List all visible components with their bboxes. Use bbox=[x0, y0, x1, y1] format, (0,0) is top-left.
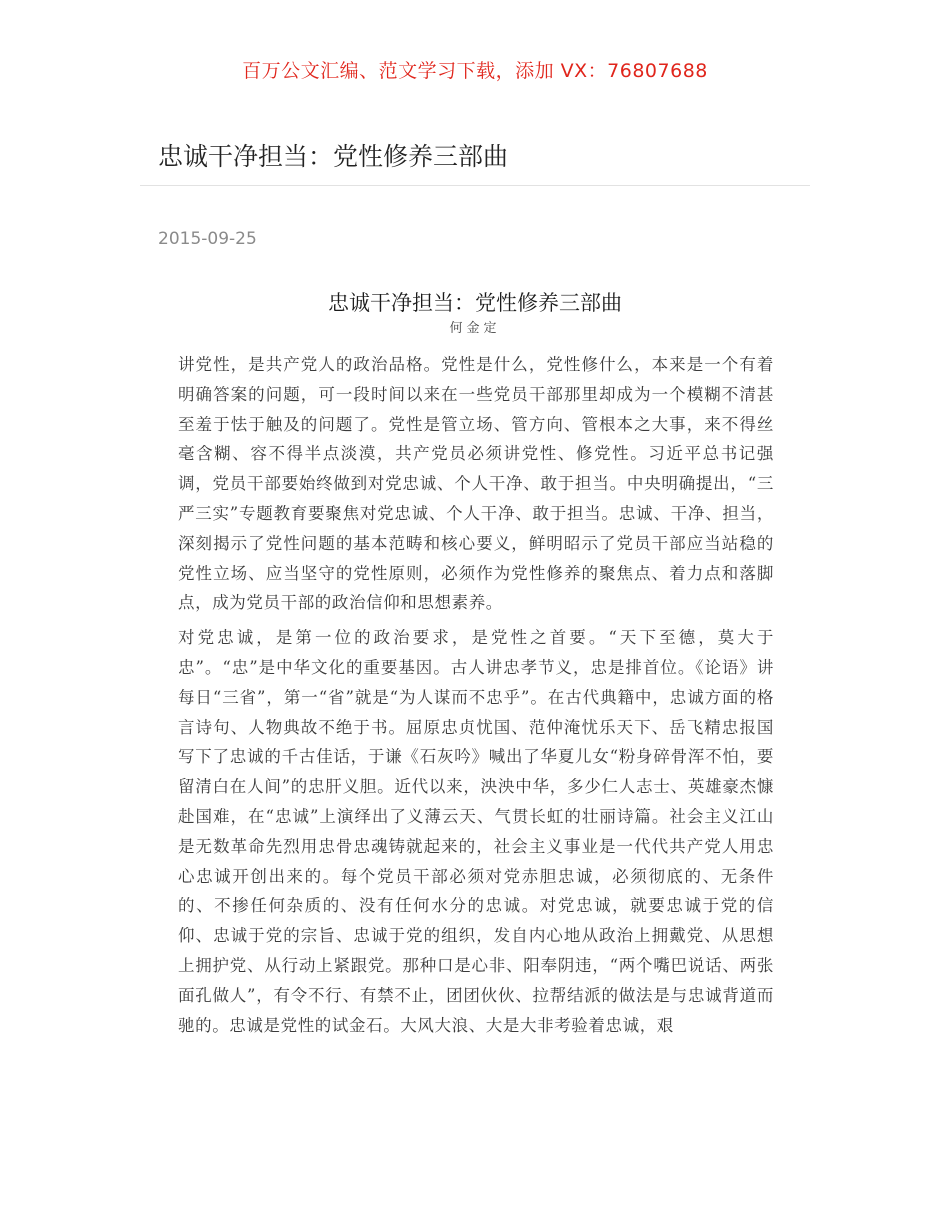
promo-banner: 百万公文汇编、范文学习下载，添加 VX：76807688 bbox=[242, 60, 708, 82]
article-title: 忠诚干净担当：党性修养三部曲 bbox=[328, 291, 622, 315]
title-divider bbox=[140, 185, 810, 186]
publish-date: 2015-09-25 bbox=[158, 229, 257, 249]
article-body bbox=[178, 350, 774, 1045]
article-author: 何金定 bbox=[449, 321, 501, 336]
paragraph-intro: 讲党性，是共产党人的政治品格。党性是什么，党性修什么，本来是一个有着明确答案的问题，可一段时间以来在一些党员干部那里却成为一个模糊不清甚至羞于怯于触及的问题了。党性是管立场、管方向、管根本之大事，来不得丝毫含糊、容不得半点淡漠，共产党员必须讲党性、修党性。习近平总书记强调，党员干部要始终做到对党忠诚、个人干净、敢于担当。中央明确提出，“三严三实”专题教育要聚焦对党忠诚、个人干净、敢于担当。忠诚、干净、担当，深刻揭示了党性问题的基本范畴和核心要义，鲜明昭示了党员干部应当站稳的党性立场、应当坚守的党性原则，必须作为党性修养的聚焦点、着力点和落脚点，成为党员干部的政治信仰和思想素养。 bbox=[178, 355, 774, 613]
page-title: 忠诚干净担当：党性修养三部曲 bbox=[158, 142, 509, 171]
paragraph-loyalty: 对党忠诚，是第一位的政治要求，是党性之首要。“天下至德，莫大于忠”。“忠”是中华文化的重要基因。古人讲忠孝节义，忠是排首位。《论语》讲每日“三省”，第一“省”就是“为人谋而不忠乎”。在古代典籍中，忠诚方面的格言诗句、人物典故不绝于书。屈原忠贞忧国、范仲淹忧乐天下、岳飞精忠报国写下了忠诚的千古佳话，于谦《石灰吟》喊出了华夏儿女“粉身碎骨浑不怕，要留清白在人间”的忠肝义胆。近代以来，泱泱中华，多少仁人志士、英雄豪杰慷赴国难，在“忠诚”上演绎出了义薄云天、气贯长虹的壮丽诗篇。社会主义江山是无数革命先烈用忠骨忠魂铸就起来的，社会主义事业是一代代共产党人用忠心忠诚开创出来的。每个党员干部必须对党赤胆忠诚，必须彻底的、无条件的、不掺任何杂质的、没有任何水分的忠诚。对党忠诚，就要忠诚于党的信仰、忠诚于党的宗旨、忠诚于党的组织，发自内心地从政治上拥戴党、从思想上拥护党、从行动上紧跟党。那种口是心非、阳奉阴违，“两个嘴巴说话、两张面孔做人”，有令不行、有禁不止，团团伙伙、拉帮结派的做法是与忠诚背道而驰的。忠诚是党性的试金石。大风大浪、大是大非考验着忠诚，艰 bbox=[178, 628, 774, 1035]
